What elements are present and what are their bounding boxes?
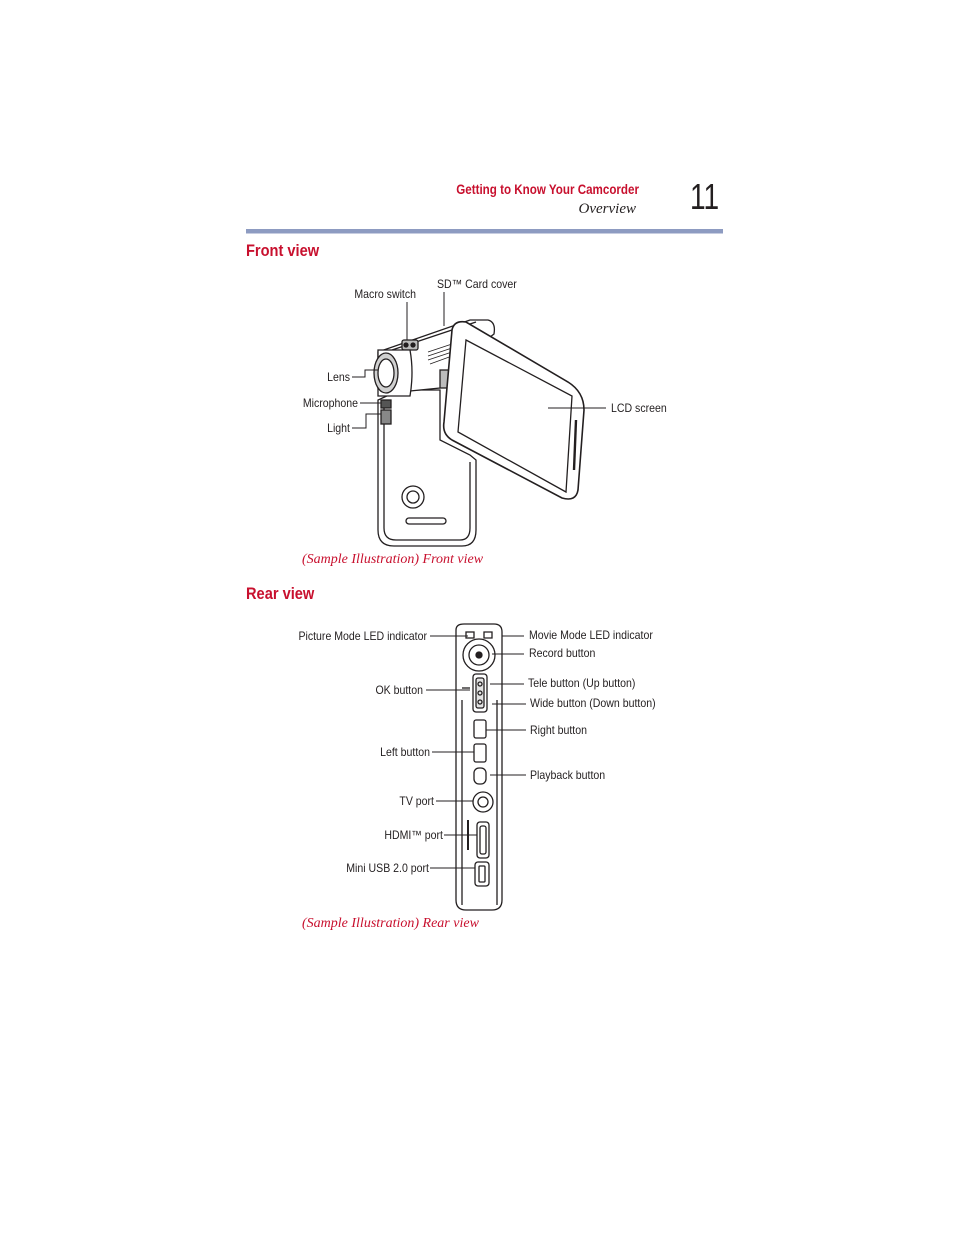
label-movie-mode-led: Movie Mode LED indicator — [529, 628, 653, 642]
front-view-heading: Front view — [246, 241, 320, 260]
label-sd-card-cover: SD™ Card cover — [437, 277, 517, 291]
section-title: Overview — [578, 201, 636, 217]
page-number: 11 — [690, 176, 720, 217]
chapter-title: Getting to Know Your Camcorder — [456, 182, 639, 197]
label-wide-button: Wide button (Down button) — [530, 696, 656, 710]
label-macro-switch: Macro switch — [354, 287, 416, 301]
label-hdmi-port: HDMI™ port — [384, 828, 443, 842]
label-lens: Lens — [327, 370, 350, 384]
label-right-button: Right button — [530, 723, 587, 737]
label-picture-mode-led: Picture Mode LED indicator — [298, 629, 427, 643]
label-lcd-screen: LCD screen — [611, 401, 667, 415]
label-left-button: Left button — [380, 745, 430, 759]
label-tele-button: Tele button (Up button) — [528, 676, 636, 690]
rear-view-caption: (Sample Illustration) Rear view — [302, 916, 479, 931]
label-mini-usb-port: Mini USB 2.0 port — [346, 861, 429, 875]
label-microphone: Microphone — [302, 396, 358, 410]
label-ok-button: OK button — [375, 683, 423, 697]
label-record-button: Record button — [529, 646, 596, 660]
rear-view-heading: Rear view — [246, 584, 315, 603]
label-playback-button: Playback button — [530, 768, 606, 782]
label-tv-port: TV port — [399, 794, 434, 808]
label-light: Light — [327, 421, 350, 435]
front-view-caption: (Sample Illustration) Front view — [302, 552, 484, 567]
